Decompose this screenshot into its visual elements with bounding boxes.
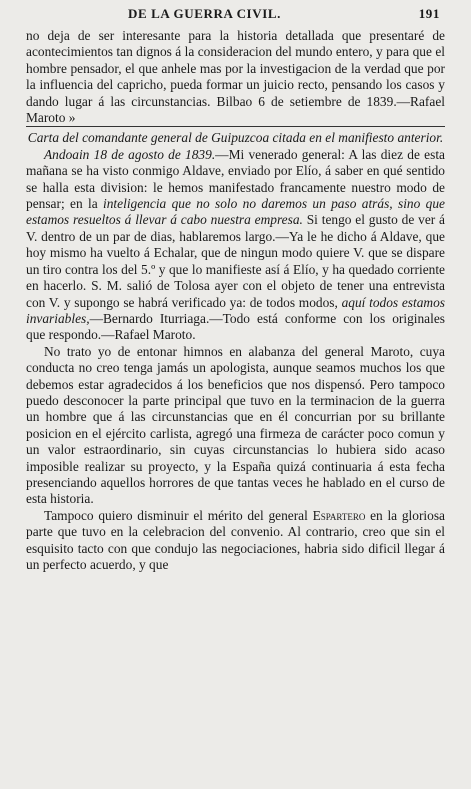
paragraph-letter: [26, 147, 445, 344]
espartero-text-1: Tampoco quiero disminuir el mérito del general: [44, 507, 313, 523]
paragraph-espartero: [26, 508, 445, 574]
paragraph-manifesto-end: no deja de ser interesante para la historia detallada que presentaré de acontecimientos tan dignos á la consideracion del mundo entero, y para que el hombre pensador, el que anhele mas por la investigacion de la verdad que por la influencia del capricho, pueda formar un juicio recto, pensando los casos y dando lugar á las circunstancias. Bilbao 6 de setiembre de 1839.—Rafael Maroto »: [26, 28, 445, 126]
page-body: [26, 28, 445, 573]
letter-caption: [26, 126, 445, 146]
paragraph-maroto: No trato yo de entonar himnos en alabanza del general Maroto, cuya conducta no creo tenga jamás un apologista, aunque seamos muchos los que debemos estar agradecidos á los beneficios que nos dispensó. Pero tampoco puedo desconocer la parte principal que tuvo en la terminacion de la guerra un hombre que á las circunstancias que en él concurrian por su brillante posicion en el ejército carlista, agregó una firmeza de carácter poco comun y un valor estraordinario, sin cuyas circunstancias lo hubiera sido acaso imposible realizar su proyecto, y la España quizá continuaria á esta fecha presenciando aquellos horrores de que tantas veces he hablado en el curso de esta historia.: [26, 343, 445, 507]
letter-text-3: —Bernardo Iturriaga.—Todo está conforme con los originales que respondo.—Rafael Maroto.: [26, 310, 445, 343]
espartero-text-2: en la gloriosa parte que tuvo en la celebracion del convenio. Al contrario, creo que sin el esquisito tacto con que condujo las negociaciones, habria sido dificil llegar á un perfecto acuerdo, y que: [26, 507, 445, 572]
letter-italic-2: aquí todos estamos invariables,: [26, 294, 445, 326]
page-header: [28, 6, 444, 24]
page-number: 191: [418, 6, 440, 21]
letter-text-2: Si tengo el gusto de ver á V. dentro de un par de dias, hablaremos largo.—Ya le he dicho á Aldave, que hoy mismo ha vuelto á Echalar, que de ningun modo quiere V. que se dispare un tiro contra los del 5.º y que lo manifieste así á Elío, y ha quedado corriente en hacerlo. S. M. salió de Tolosa ayer con el objeto de tener una entrevista con V. y supongo se habrá verificado ya: de todos modos,: [26, 212, 446, 310]
espartero-name: Espartero: [312, 507, 366, 523]
caption-rule: [26, 126, 445, 127]
running-title: DE LA GUERRA CIVIL.: [128, 6, 281, 21]
letter-place-date: Andoain 18 de agosto de 1839.: [44, 146, 216, 162]
letter-italic-1: inteligencia que no solo no daremos un paso atrás, sino que estamos resueltos á llevar á cabo nuestra empresa.: [26, 196, 445, 228]
caption-text: Carta del comandante general de Guipuzcoa citada en el manifiesto anterior.: [27, 130, 444, 146]
letter-text-1: —Mi venerado general: A las diez de esta mañana se ha visto conmigo Aldave, enviado por Elío, á saber en qué sentido se halla esta division: le hemos manifestado francamente nuestro modo de pensar; en la: [26, 146, 446, 212]
